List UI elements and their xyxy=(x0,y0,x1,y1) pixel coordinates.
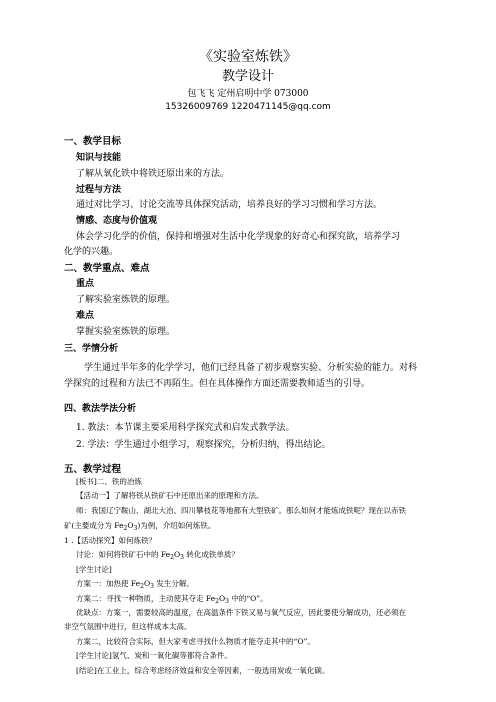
paragraph: 优缺点：方案一，需要较高的温度，在高温条件下铁又易与氧气反应，因此要使分解成功，还必须在 xyxy=(76,608,406,617)
subheading-difficulty: 难点 xyxy=(76,311,95,321)
paragraph: [学生讨论] xyxy=(76,565,112,574)
paragraph: 矿(主要成分为 $Fe_2O_3$)为例，介绍如何炼铁。 xyxy=(64,521,216,532)
section-heading-process: 五、教学过程 xyxy=(64,464,122,475)
section-heading-key-points: 二、教学重点、难点 xyxy=(64,263,150,274)
list-item: 2. 学法：学生通过小组学习，观察探究，分析归纳，得出结论。 xyxy=(76,440,331,450)
paragraph: 非空气氛围中进行，但这样成本太高。 xyxy=(64,622,192,631)
document-subtitle: 教学设计 xyxy=(221,69,274,84)
paragraph: 1 .【活动探究】如何炼铁？ xyxy=(64,536,157,545)
paragraph: 方案一：加热使 $Fe_2O_3$ 发生分解。 xyxy=(76,579,194,590)
paragraph: 学探究的过程和方法已不再陌生。但在具体操作方面还需要教师适当的引导。 xyxy=(64,379,371,389)
paragraph: 【活动一】了解将铁从铁矿石中还原出来的原理和方法。 xyxy=(76,491,264,500)
paragraph: [结论]在工业上，综合考虑经济效益和安全等因素，一般选用炭或一氧化碳。 xyxy=(76,666,330,675)
paragraph: 了解从氧化铁中将铁还原出来的方法。 xyxy=(76,169,230,179)
paragraph: 体会学习化学的价值，保持和增强对生活中化学现象的好奇心和探究欲，培养学习 xyxy=(76,232,401,242)
author-line: 包飞飞 定州启明中学 073000 xyxy=(187,89,309,99)
paragraph: [板书]二、铁的冶炼 xyxy=(76,477,142,486)
paragraph: 化学的兴趣。 xyxy=(64,247,119,257)
paragraph: 通过对比学习、讨论交流等具体探究活动，培养良好的学习习惯和学习方法。 xyxy=(76,200,383,210)
document-title: 《实验室炼铁》 xyxy=(199,49,297,65)
section-heading-analysis: 三、学情分析 xyxy=(64,344,119,354)
subheading-knowledge: 知识与技能 xyxy=(76,153,122,163)
paragraph: 讨论：如何将铁矿石中的 $Fe_2O_3$ 转化成铁单质？ xyxy=(76,550,239,561)
paragraph: 了解实验室炼铁的原理。 xyxy=(76,295,176,305)
subheading-attitude: 情感、态度与价值观 xyxy=(76,216,158,226)
section-heading-goals: 一、教学目标 xyxy=(64,136,122,147)
list-item: 1. 教法：本节课主要采用科学探究式和启发式教学法。 xyxy=(76,423,295,433)
paragraph: 方案二，比较符合实际，但大家考虑寻找什么物质才能夺走其中的“O”。 xyxy=(76,637,315,646)
paragraph: 掌握实验室炼铁的原理。 xyxy=(76,327,176,337)
section-heading-methods: 四、教法学法分析 xyxy=(64,404,137,414)
subheading-process: 过程与方法 xyxy=(76,185,122,195)
contact-line: 15326009769 1220471145@qq.com xyxy=(165,102,331,112)
paragraph: [学生讨论]氢气、炭和一氧化碳等都符合条件。 xyxy=(76,651,232,660)
paragraph: 师：我国辽宁鞍山、湖北大冶、四川攀枝花等地都有大型铁矿。那么如何才能炼成铁呢？现在以赤铁 xyxy=(76,506,406,515)
paragraph: 方案二：寻找一种物质，主动使其夺走 $Fe_2O_3$ 中的“O”。 xyxy=(76,594,268,605)
paragraph: 学生通过半年多的化学学习，他们已经具备了初步观察实验、分析实验的能力。对科 xyxy=(84,363,418,373)
subheading-key: 重点 xyxy=(76,279,95,289)
